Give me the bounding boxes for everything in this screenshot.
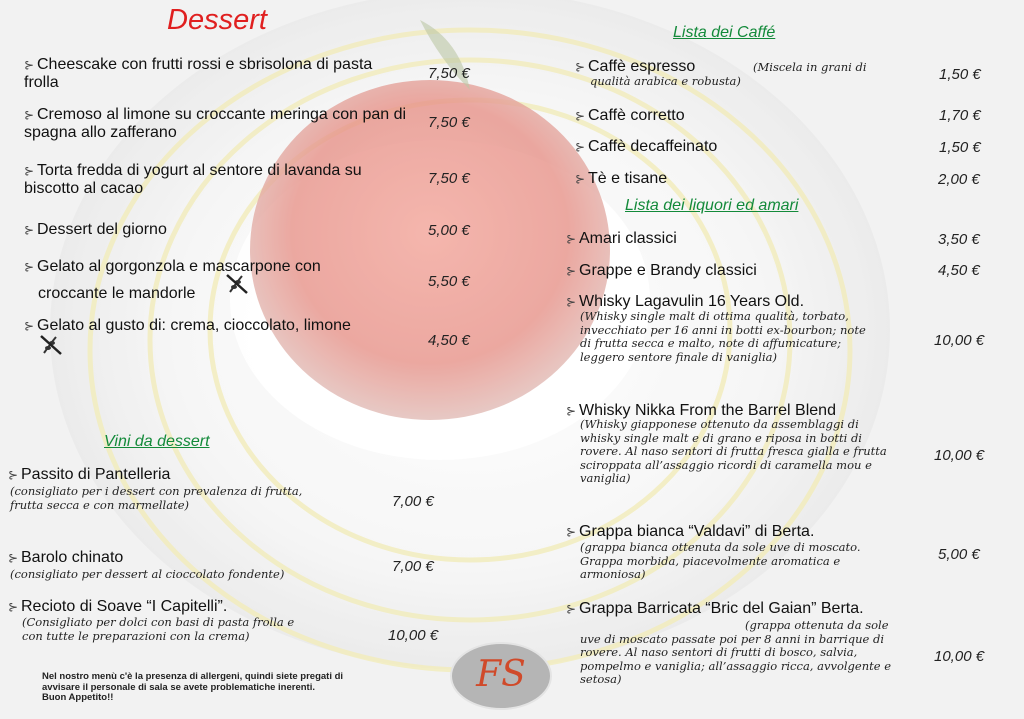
liquor-item — [566, 230, 677, 248]
dessert-price: 7,50 € — [428, 65, 470, 82]
dessert-price: 7,50 € — [428, 114, 470, 131]
wine-price: 7,00 € — [392, 558, 434, 575]
bullet-icon: ⊱ — [24, 319, 35, 333]
wine-name: Passito di Pantelleria — [21, 466, 171, 483]
dessert-name: Dessert del giorno — [37, 221, 167, 238]
liquor-name: Whisky Lagavulin 16 Years Old. — [579, 293, 805, 310]
liquor-price: 4,50 € — [938, 262, 980, 279]
bullet-icon: ⊱ — [575, 172, 586, 186]
bullet-icon: ⊱ — [566, 264, 577, 278]
coffee-name: Tè e tisane — [588, 170, 668, 187]
coffee-price: 1,70 € — [939, 107, 981, 124]
dessert-item — [24, 106, 410, 142]
liquor-name: Grappe e Brandy classici — [579, 262, 757, 279]
dessert-name: Gelato al gorgonzola e mascarpone con — [37, 258, 321, 275]
liquor-price: 10,00 € — [934, 648, 985, 665]
bullet-icon: ⊱ — [8, 600, 19, 614]
liquor-price: 5,00 € — [938, 546, 980, 563]
liquor-item — [566, 600, 866, 618]
dessert-item — [24, 162, 416, 198]
allergen-line: Nel nostro menù c'è la presenza di allergeni, quindi siete pregati di — [42, 671, 344, 682]
bullet-icon: ⊱ — [575, 60, 586, 74]
bullet-icon: ⊱ — [24, 164, 35, 178]
dessert-name: Gelato al gusto di: crema, cioccolato, limone — [37, 317, 351, 334]
section-heading-liquori: Lista dei liquori ed amari — [625, 197, 799, 214]
wine-note: (consigliato per dessert al cioccolato fondente) — [10, 567, 285, 581]
section-heading-caffe: Lista dei Caffé — [673, 24, 776, 41]
dessert-item — [24, 221, 167, 239]
liquor-note: (Whisky giapponese ottenuto da assemblaggi di whisky single malt e di grano e riposa in botti di rovere. Al naso sentori di frutta fresca gialla e frutta sciroppata all’assaggio ricordi di caramella mou e vaniglia) — [580, 417, 887, 485]
wine-price: 7,00 € — [392, 493, 434, 510]
bullet-icon: ⊱ — [566, 404, 577, 418]
dessert-price: 4,50 € — [428, 332, 470, 349]
dessert-name: Cremoso al limone su croccante meringa con pan di spagna allo zafferano — [24, 106, 407, 141]
allergen-line: avvisare il personale di sala se avete problematiche inerenti. — [42, 681, 315, 693]
bullet-icon: ⊱ — [575, 140, 586, 154]
bullet-icon: ⊱ — [24, 108, 35, 122]
dessert-name: Torta fredda di yogurt al sentore di lavanda su biscotto al cacao — [24, 162, 362, 197]
coffee-item — [575, 170, 667, 188]
wine-item — [8, 598, 227, 616]
liquor-note: (Whisky single malt di ottima qualità, torbato, invecchiato per 16 anni in botti ex-bourbon; note di frutta secca e malto, note di affumicature; leggero sentore finale di vaniglia) — [580, 309, 866, 364]
bullet-icon: ⊱ — [566, 602, 577, 616]
coffee-price: 1,50 € — [939, 66, 981, 83]
restaurant-logo — [450, 642, 552, 710]
section-heading-vini: Vini da dessert — [104, 433, 210, 450]
bullet-icon: ⊱ — [24, 223, 35, 237]
liquor-note: (grappa bianca ottenuta da sole uve di moscato. Grappa morbida, piacevolmente aromatica e armoniosa) — [580, 540, 861, 581]
liquor-item — [566, 523, 814, 541]
dessert-item — [24, 56, 404, 92]
wine-note: (Consigliato per dolci con basi di pasta frolla e con tutte le preparazioni con la crema) — [22, 615, 295, 643]
dessert-price: 5,50 € — [428, 273, 470, 290]
dessert-name-cont: croccante le mandorle — [38, 285, 196, 302]
dessert-item — [24, 317, 351, 335]
bullet-icon: ⊱ — [8, 468, 19, 482]
dessert-price: 7,50 € — [428, 170, 470, 187]
bullet-icon: ⊱ — [8, 551, 19, 565]
bullet-icon: ⊱ — [566, 295, 577, 309]
wine-price: 10,00 € — [388, 627, 439, 644]
dessert-name: Cheescake con frutti rossi e sbrisolona di pasta frolla — [24, 56, 373, 91]
wine-note: (consigliato per i dessert con prevalenza di frutta, frutta secca e con marmellate) — [10, 484, 303, 512]
liquor-name: Whisky Nikka From the Barrel Blend — [579, 402, 836, 419]
liquor-note: (grappa ottenuta da sole uve di moscato passate poi per 8 anni in barrique di rovere. Al naso sentori di frutti di bosco, salvia, pompelmo e vaniglia; all’assaggio ricca, avvolgente e setosa) — [580, 618, 892, 686]
liquor-name: Amari classici — [579, 230, 677, 247]
wine-item — [8, 549, 123, 567]
wine-name: Recioto di Soave “I Capitelli”. — [21, 598, 228, 615]
liquor-price: 10,00 € — [934, 447, 985, 464]
gluten-free-icon — [224, 272, 250, 301]
bullet-icon: ⊱ — [24, 58, 35, 72]
coffee-name: Caffè corretto — [588, 107, 685, 124]
dessert-price: 5,00 € — [428, 222, 470, 239]
bullet-icon: ⊱ — [566, 232, 577, 246]
wine-name: Barolo chinato — [21, 549, 124, 566]
coffee-price: 2,00 € — [938, 171, 980, 188]
coffee-price: 1,50 € — [939, 139, 981, 156]
coffee-item — [575, 107, 685, 125]
coffee-note: (Miscela in grani di qualità arabica e robusta) — [590, 60, 867, 88]
bullet-icon: ⊱ — [575, 109, 586, 123]
coffee-name: Caffè espresso — [588, 58, 696, 75]
page-title: Dessert — [167, 4, 267, 36]
liquor-price: 3,50 € — [938, 231, 980, 248]
bullet-icon: ⊱ — [566, 525, 577, 539]
liquor-item — [566, 262, 757, 280]
gluten-free-icon — [38, 333, 64, 362]
dessert-item — [24, 258, 321, 276]
coffee-item — [575, 138, 717, 156]
logo-text: FS — [476, 654, 526, 695]
liquor-name: Grappa Barricata “Bric del Gaian” Berta. — [579, 600, 864, 617]
coffee-name: Caffè decaffeinato — [588, 138, 718, 155]
allergen-notice — [42, 672, 402, 704]
liquor-price: 10,00 € — [934, 332, 985, 349]
bullet-icon: ⊱ — [24, 260, 35, 274]
wine-item — [8, 466, 170, 484]
liquor-name: Grappa bianca “Valdavi” di Berta. — [579, 523, 815, 540]
closing-greeting: Buon Appetito!! — [42, 692, 114, 703]
